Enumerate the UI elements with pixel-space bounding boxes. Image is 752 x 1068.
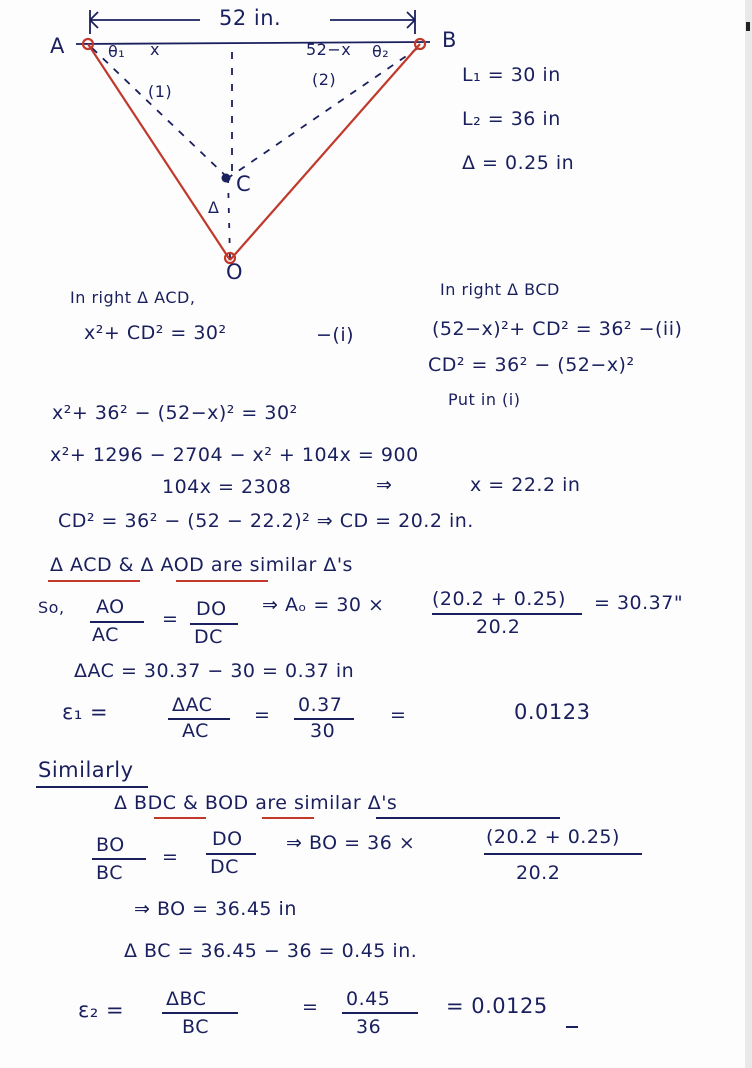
ao-denominator: 20.2 — [476, 616, 521, 638]
put-in-note: Put in (i) — [448, 390, 521, 409]
bcd-title: In right Δ BCD — [440, 280, 560, 299]
ratio-dc: DC — [194, 626, 223, 648]
ratio-eq-1: = — [162, 608, 179, 630]
e1-eq-2: = — [390, 704, 407, 726]
epsilon-1-label: ε₁ = — [62, 700, 109, 724]
x-label: x — [150, 40, 160, 59]
acd-equation: x²+ CD² = 30² — [84, 322, 227, 344]
epsilon-2-value: = 0.0125 — [446, 994, 548, 1018]
given-l2: L₂ = 36 in — [462, 108, 561, 130]
solve-line-1: x²+ 36² − (52−x)² = 30² — [52, 402, 298, 424]
ratio-bc: BC — [96, 862, 123, 884]
e2-num-value: 0.45 — [346, 988, 391, 1010]
solve-x-value: x = 22.2 in — [470, 474, 581, 496]
ao-numerator: (20.2 + 0.25) — [432, 588, 566, 610]
member-2-label: (2) — [312, 70, 337, 89]
e2-num-label: ΔBC — [166, 988, 207, 1010]
delta-ac-line: ΔAC = 30.37 − 30 = 0.37 in — [74, 660, 355, 682]
solve-line-2: x²+ 1296 − 2704 − x² + 104x = 900 — [50, 444, 419, 466]
similar-statement-1: Δ ACD & Δ AOD are similar Δ's — [50, 554, 353, 576]
similarly-heading: Similarly — [38, 758, 134, 782]
bo-denominator: 20.2 — [516, 862, 561, 884]
e1-den-value: 30 — [310, 720, 336, 742]
bo-numerator: (20.2 + 0.25) — [486, 826, 620, 848]
e2-eq: = — [302, 996, 319, 1018]
similar-statement-2: Δ BDC & BOD are similar Δ's — [114, 792, 398, 814]
e2-den-value: 36 — [356, 1016, 382, 1038]
bcd-equation-2: CD² = 36² − (52−x)² — [428, 354, 635, 376]
ratio-eq-2: = — [162, 846, 179, 868]
solve-implies: ⇒ — [376, 474, 393, 496]
theta1-label: θ₁ — [108, 42, 126, 61]
e1-den-label: AC — [182, 720, 209, 742]
bo-result: ⇒ BO = 36 × — [286, 832, 416, 854]
ratio-dc-2: DC — [210, 856, 239, 878]
segment-52-minus-x: 52−x — [306, 40, 352, 59]
e1-eq: = — [254, 704, 271, 726]
point-b-label: B — [442, 28, 457, 52]
member-1-label: (1) — [148, 82, 173, 101]
theta2-label: θ₂ — [372, 42, 390, 61]
so-label: So, — [38, 598, 65, 617]
span-label: 52 in. — [219, 6, 282, 30]
ao-result: ⇒ Aₒ = 30 × — [262, 594, 385, 616]
bo-value-line: ⇒ BO = 36.45 in — [134, 898, 297, 920]
delta-bc-line: Δ BC = 36.45 − 36 = 0.45 in. — [124, 940, 418, 962]
given-l1: L₁ = 30 in — [462, 64, 561, 86]
acd-tag: −(i) — [316, 324, 355, 346]
bcd-equation-1: (52−x)²+ CD² = 36² −(ii) — [432, 318, 683, 340]
point-c-label: C — [236, 172, 252, 196]
ao-value: = 30.37" — [594, 592, 684, 614]
cd-value-line: CD² = 36² − (52 − 22.2)² ⇒ CD = 20.2 in. — [58, 510, 474, 532]
point-o-label: O — [226, 260, 244, 284]
ratio-do-2: DO — [212, 828, 243, 850]
solve-104x: 104x = 2308 — [162, 476, 292, 498]
ratio-do: DO — [196, 598, 227, 620]
ratio-bo: BO — [96, 834, 125, 856]
point-a-label: A — [50, 34, 65, 58]
delta-label: Δ — [208, 198, 220, 217]
ratio-ac: AC — [92, 624, 119, 646]
e1-num-value: 0.37 — [298, 694, 343, 716]
e2-den-label: BC — [182, 1016, 209, 1038]
ratio-ao: AO — [96, 596, 125, 618]
given-delta: Δ = 0.25 in — [462, 152, 575, 174]
e1-num-label: ΔAC — [172, 694, 213, 716]
epsilon-1-value: 0.0123 — [514, 700, 591, 724]
acd-title: In right Δ ACD, — [70, 288, 196, 307]
epsilon-2-label: ε₂ = — [78, 998, 125, 1022]
